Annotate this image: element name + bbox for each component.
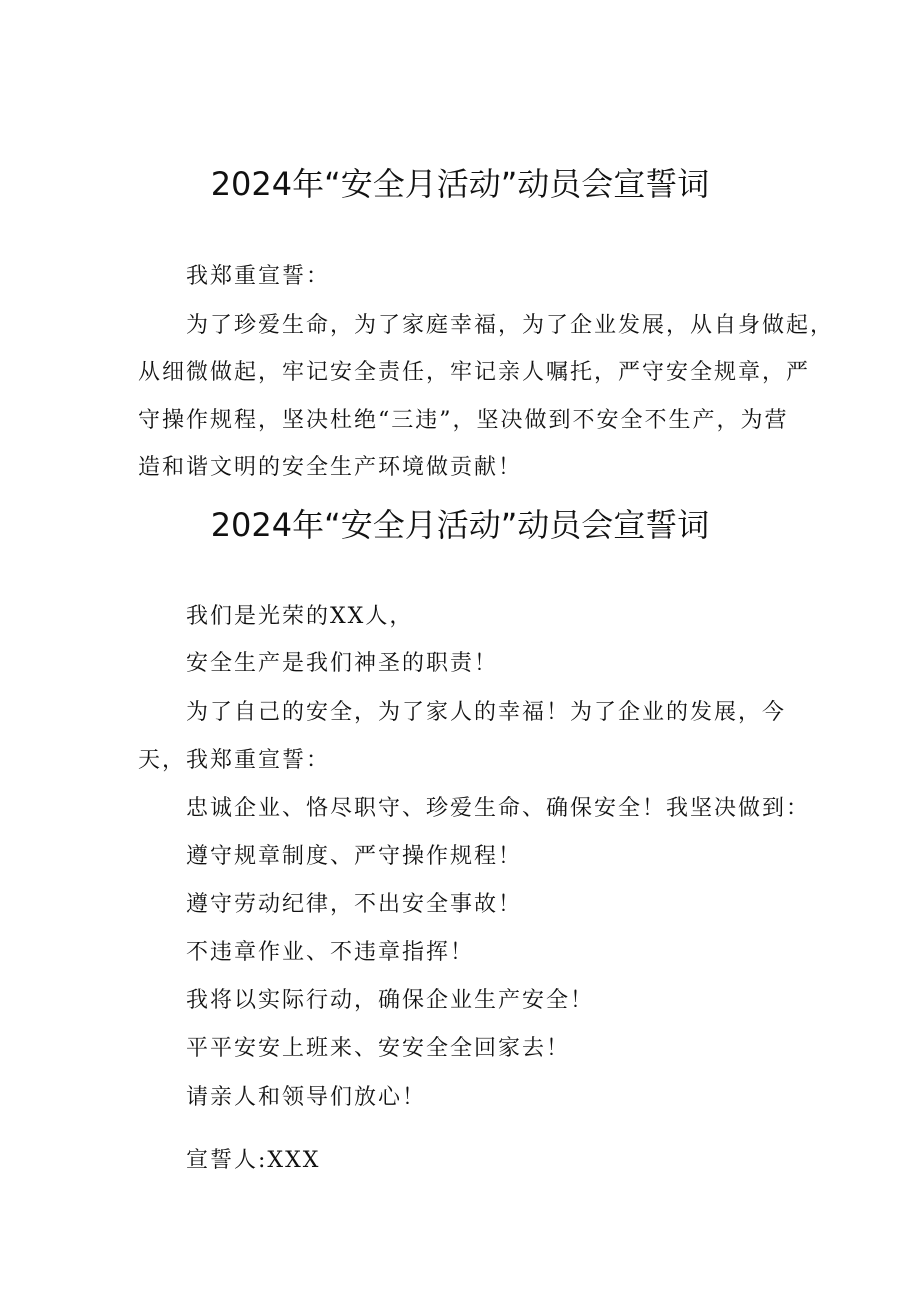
section2-line-5: 忠诚企业、恪尽职守、珍爱生命、确保安全！我坚决做到： bbox=[186, 796, 811, 821]
section1-title: 2024年“安全月活动”动员会宣誓词 bbox=[210, 165, 710, 203]
section2-line-6: 遵守规章制度、严守操作规程！ bbox=[186, 844, 523, 869]
section1-paragraph-line-2: 从细微做起，牢记安全责任，牢记亲人嘱托，严守安全规章，严 bbox=[138, 360, 811, 385]
section2-line-2: 安全生产是我们神圣的职责！ bbox=[186, 651, 499, 676]
section2-line-11: 请亲人和领导们放心！ bbox=[186, 1085, 427, 1110]
section2-line-10: 平平安安上班来、安安全全回家去！ bbox=[186, 1036, 571, 1061]
section2-title: 2024年“安全月活动”动员会宣誓词 bbox=[210, 506, 710, 544]
section2-line-7: 遵守劳动纪律，不出安全事故！ bbox=[186, 892, 523, 917]
section2-line-9: 我将以实际行动，确保企业生产安全！ bbox=[186, 988, 595, 1013]
section2-line-1: 我们是光荣的XX人， bbox=[186, 604, 414, 629]
section1-opening: 我郑重宣誓： bbox=[186, 264, 331, 289]
section1-paragraph-line-3: 守操作规程，坚决杜绝“三违”，坚决做到不安全不生产，为营 bbox=[138, 408, 789, 433]
section1-paragraph-line-1: 为了珍爱生命，为了家庭幸福，为了企业发展，从自身做起， bbox=[186, 313, 835, 338]
signature: 宣誓人:XXX bbox=[186, 1148, 321, 1173]
section1-paragraph-line-4: 造和谐文明的安全生产环境做贡献！ bbox=[138, 455, 523, 480]
section2-line-3: 为了自己的安全，为了家人的幸福！为了企业的发展，今 bbox=[186, 700, 787, 725]
section2-line-8: 不违章作业、不违章指挥！ bbox=[186, 940, 475, 965]
section2-line-4: 天，我郑重宣誓： bbox=[138, 748, 331, 773]
